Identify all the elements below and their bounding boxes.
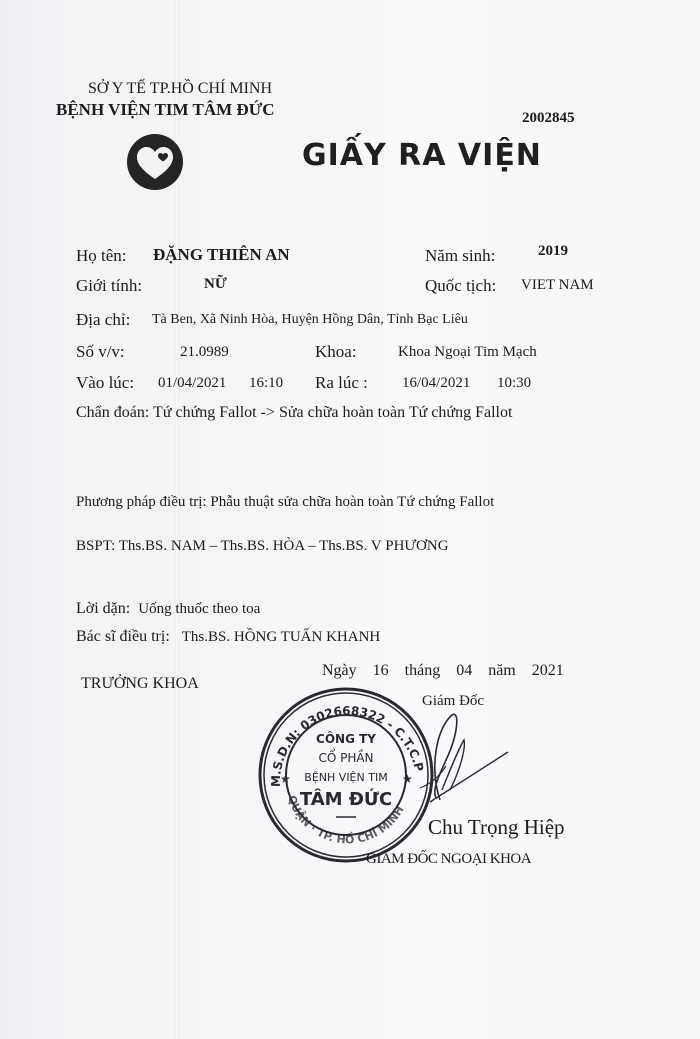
address-label: Địa chỉ:	[76, 310, 131, 329]
doctor-row	[76, 628, 380, 646]
discharged-date: 16/04/2021	[402, 375, 471, 391]
birth-year-label: Năm sinh:	[425, 246, 496, 265]
head-of-department: TRƯỞNG KHOA	[81, 675, 199, 692]
address: Tà Ben, Xã Ninh Hòa, Huyện Hồng Dân, Tỉnh Bạc Liêu	[152, 312, 468, 327]
diagnosis: Tứ chứng Fallot -> Sửa chữa hoàn toàn Tứ chứng Fallot	[153, 404, 513, 421]
date-month: 04	[456, 662, 473, 679]
signer-name: Chu Trọng Hiệp	[428, 815, 565, 839]
patient-name: ĐẶNG THIÊN AN	[153, 245, 290, 264]
sign-date	[322, 662, 564, 680]
svg-text:★: ★	[280, 772, 291, 786]
record-no: 21.0989	[180, 344, 229, 360]
gender: NỮ	[204, 276, 227, 292]
signature-scribble	[380, 690, 510, 810]
stamp-ring-bottom: QUẬN · TP. HỒ CHÍ MINH	[284, 793, 407, 847]
hospital-name: BỆNH VIỆN TIM TÂM ĐỨC	[56, 100, 275, 119]
advice: Uống thuốc theo toa	[138, 601, 261, 617]
admitted-time: 16:10	[249, 375, 284, 391]
surgeons-row	[76, 538, 449, 555]
stamp-ring-text: M.S.D.N: 0302668322 - C.T.C.P	[268, 703, 427, 788]
birth-year: 2019	[538, 243, 568, 259]
diagnosis-row	[76, 404, 512, 422]
doctor: Ths.BS. HỒNG TUẤN KHANH	[181, 629, 381, 645]
stamp-line-2: CỔ PHẦN	[318, 751, 374, 765]
treatment-method: Phẫu thuật sửa chữa hoàn toàn Tứ chứng Fallot	[210, 494, 495, 510]
nationality: VIET NAM	[521, 277, 594, 293]
date-year: 2021	[531, 662, 564, 679]
surgeons: Ths.BS. NAM – Ths.BS. HÒA – Ths.BS. V PHƯƠNG	[118, 538, 449, 554]
advice-label: Lời dặn:	[76, 600, 131, 617]
page-title: GIẤY RA VIỆN	[302, 138, 542, 173]
diagnosis-label: Chẩn đoán:	[76, 404, 150, 421]
signer-title: GIÁM ĐỐC NGOẠI KHOA	[366, 851, 532, 867]
record-no-label: Số v/v:	[76, 342, 125, 361]
treatment-method-label: Phương pháp điều trị:	[76, 494, 207, 510]
advice-row	[76, 600, 260, 618]
heart-in-circle-icon	[126, 133, 184, 191]
director-label: Giám Đốc	[422, 693, 485, 709]
treatment-method-row	[76, 494, 494, 511]
date-year-label: năm	[488, 662, 516, 679]
admitted-label: Vào lúc:	[76, 373, 135, 392]
stamp-line-3: BỆNH VIỆN TIM	[304, 771, 388, 784]
stamp-line-1: CÔNG TY	[316, 732, 376, 746]
discharged-label: Ra lúc :	[315, 373, 368, 392]
date-month-label: tháng	[404, 662, 441, 679]
svg-text:★: ★	[402, 772, 413, 786]
department-value: Khoa Ngoại Tim Mạch	[398, 344, 537, 360]
gender-label: Giới tính:	[76, 276, 143, 295]
name-label: Họ tên:	[76, 246, 127, 265]
admitted-date: 01/04/2021	[158, 375, 227, 391]
document-number: 2002845	[522, 110, 575, 126]
department-label: Khoa:	[315, 342, 357, 361]
stamp-line-4: TÂM ĐỨC	[299, 789, 393, 810]
department-header: SỞ Y TẾ TP.HỒ CHÍ MINH	[88, 80, 273, 97]
discharged-time: 10:30	[497, 375, 532, 391]
date-day-label: Ngày	[322, 662, 357, 679]
surgeons-label: BSPT:	[76, 538, 116, 554]
nationality-label: Quốc tịch:	[425, 276, 497, 295]
date-day: 16	[372, 662, 389, 679]
doctor-label: Bác sĩ điều trị:	[76, 628, 170, 645]
